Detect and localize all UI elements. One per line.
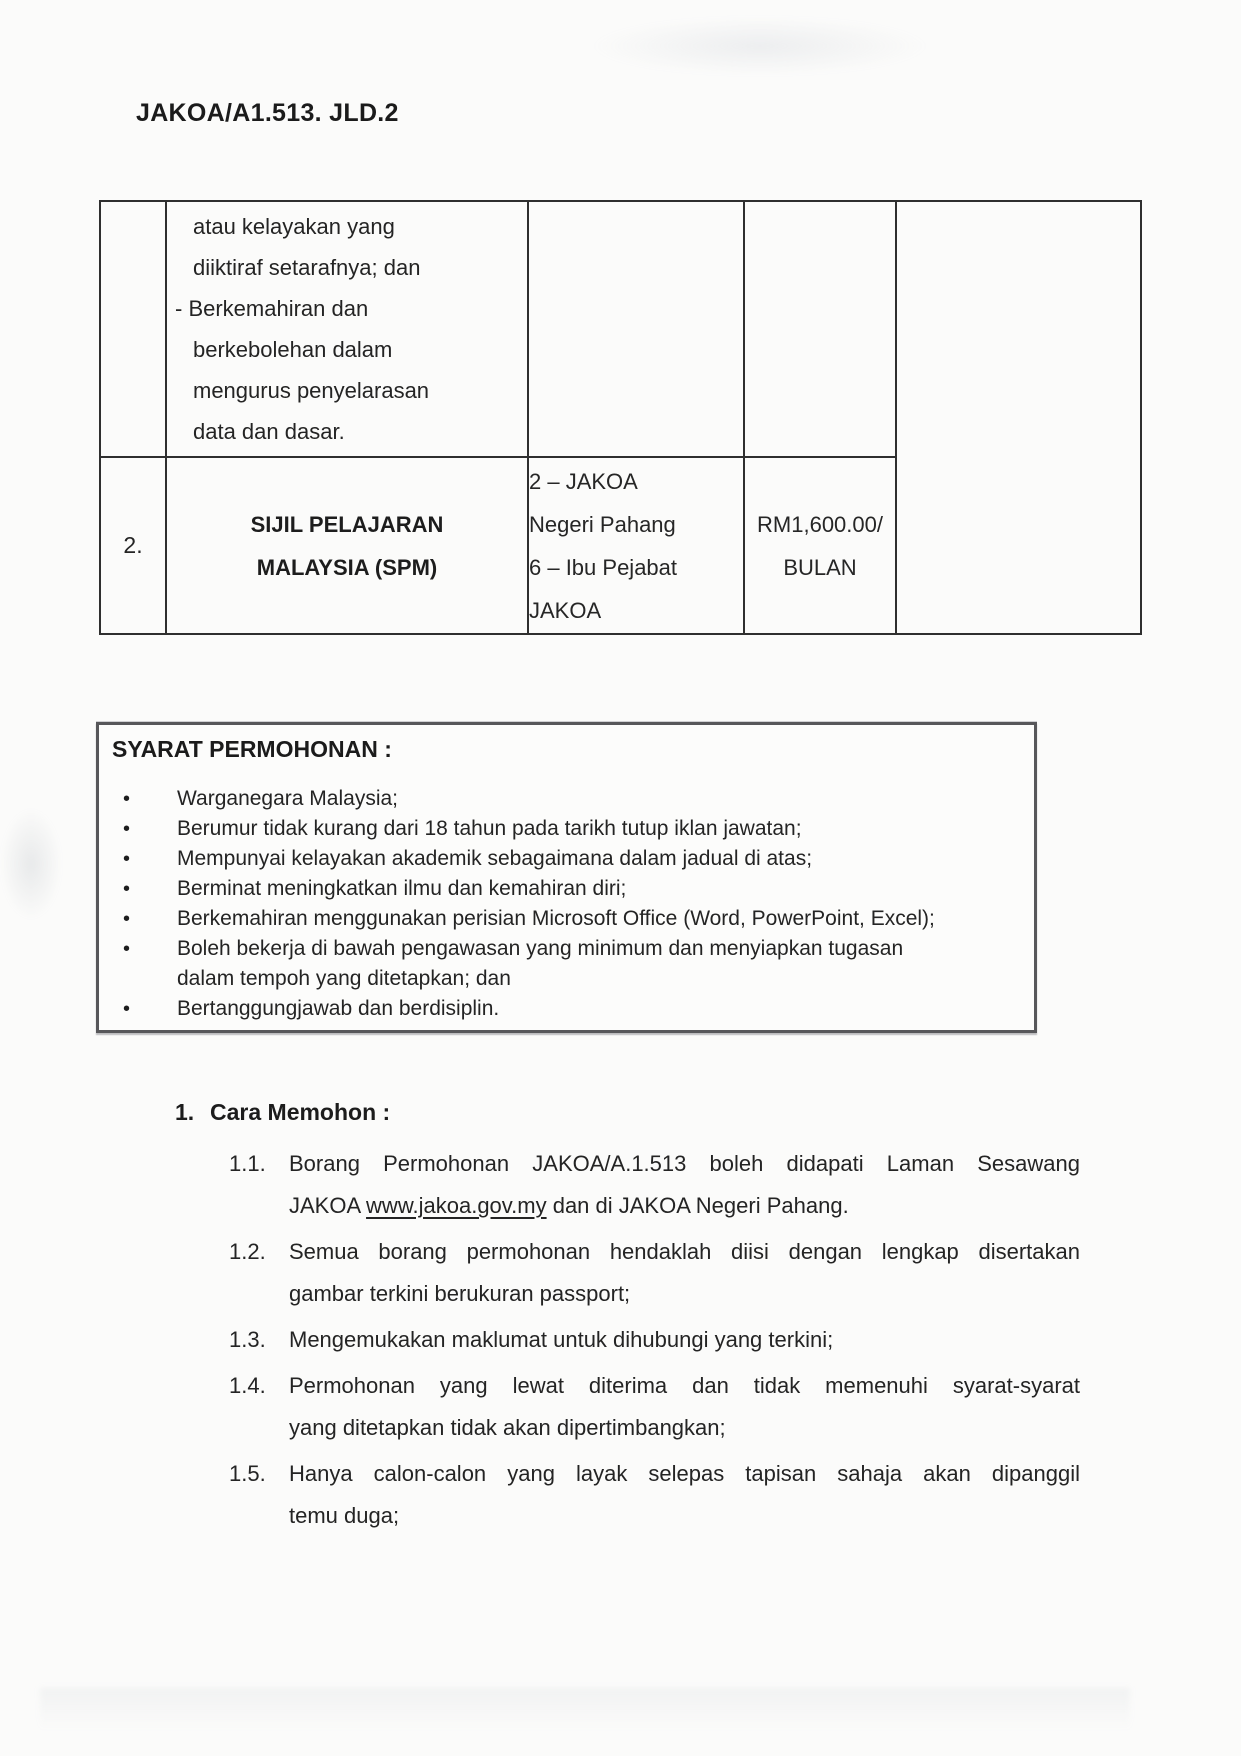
table-line: berkebolehan dalam bbox=[193, 337, 393, 362]
table-line: - Berkemahiran dan bbox=[175, 296, 369, 321]
qualification-line: SIJIL PELAJARAN bbox=[250, 511, 444, 537]
item-text-line: Mengemukakan maklumat untuk dihubungi yang terkini; bbox=[289, 1327, 834, 1352]
list-item bbox=[99, 904, 1034, 934]
scan-artifact bbox=[590, 16, 930, 76]
bullet-icon: • bbox=[123, 908, 131, 930]
item-text-line: Borang Permohonan JAKOA/A.1.513 boleh didapati Laman Sesawang bbox=[289, 1151, 1080, 1176]
bullet-icon: • bbox=[123, 848, 131, 870]
bullet-icon: • bbox=[123, 998, 131, 1020]
cell-placement bbox=[528, 457, 744, 634]
requirement-text: dalam tempoh yang ditetapkan; dan bbox=[177, 967, 511, 990]
item-text-line: temu duga; bbox=[289, 1503, 400, 1528]
salary-line: BULAN bbox=[783, 554, 857, 580]
list-item bbox=[99, 814, 1034, 844]
item-number: 1.4. bbox=[229, 1373, 266, 1398]
item-text-line bbox=[289, 1185, 1080, 1227]
table-line: diiktiraf setarafnya; dan bbox=[193, 255, 421, 280]
bullet-icon: • bbox=[123, 818, 131, 840]
placement-line: Negeri Pahang bbox=[529, 511, 676, 537]
list-item bbox=[99, 994, 1034, 1024]
list-item bbox=[229, 1231, 1080, 1315]
requirement-text: Bertanggungjawab dan berdisiplin. bbox=[177, 997, 500, 1020]
document-reference: JAKOA/A1.513. JLD.2 bbox=[136, 99, 399, 127]
scan-artifact bbox=[0, 808, 62, 920]
table-line: atau kelayakan yang bbox=[193, 214, 395, 239]
list-item bbox=[99, 874, 1034, 904]
list-item bbox=[99, 784, 1034, 814]
numbered-list bbox=[229, 1143, 1080, 1541]
list-item bbox=[229, 1143, 1080, 1227]
item-text-line: gambar terkini berukuran passport; bbox=[289, 1281, 631, 1306]
section-title: Cara Memohon : bbox=[210, 1099, 391, 1125]
item-number: 1.3. bbox=[229, 1327, 266, 1352]
section-heading bbox=[175, 1099, 390, 1126]
requirement-text: Boleh bekerja di bawah pengawasan yang minimum dan menyiapkan tugasan bbox=[177, 937, 904, 960]
item-number: 1.1. bbox=[229, 1151, 266, 1176]
list-item bbox=[99, 844, 1034, 874]
cell-salary-empty bbox=[744, 201, 896, 457]
section-number: 1. bbox=[175, 1099, 195, 1125]
requirements-list bbox=[99, 784, 1034, 1024]
bullet-icon: • bbox=[123, 878, 131, 900]
cell-salary bbox=[744, 457, 896, 634]
placement-line: 6 – Ibu Pejabat bbox=[529, 554, 678, 580]
requirement-text: Mempunyai kelayakan akademik sebagaimana dalam jadual di atas; bbox=[177, 847, 813, 870]
cell-qualification bbox=[166, 457, 528, 634]
requirement-text: Warganegara Malaysia; bbox=[177, 787, 398, 810]
list-item bbox=[229, 1453, 1080, 1537]
item-text-line: Hanya calon-calon yang layak selepas tapisan sahaja akan dipanggil bbox=[289, 1461, 1080, 1486]
bullet-icon: • bbox=[123, 938, 131, 960]
item-text-line: Semua borang permohonan hendaklah diisi dengan lengkap disertakan bbox=[289, 1239, 1080, 1264]
bullet-icon: • bbox=[123, 788, 131, 810]
qualification-line: MALAYSIA (SPM) bbox=[256, 554, 438, 580]
cell-row-number: 2. bbox=[100, 457, 166, 634]
scan-artifact bbox=[40, 1688, 1130, 1730]
cell-remarks-merged-empty bbox=[896, 201, 1141, 634]
placement-line: 2 – JAKOA bbox=[529, 468, 638, 494]
requirements-box bbox=[96, 722, 1037, 1033]
item-text-line: Permohonan yang lewat diterima dan tidak memenuhi syarat-syarat bbox=[289, 1373, 1080, 1398]
list-item bbox=[229, 1365, 1080, 1449]
requirement-text: Berminat meningkatkan ilmu dan kemahiran diri; bbox=[177, 877, 627, 900]
salary-line: RM1,600.00/ bbox=[757, 511, 883, 537]
item-text-line: yang ditetapkan tidak akan dipertimbangkan; bbox=[289, 1415, 726, 1440]
requirement-text: Berkemahiran menggunakan perisian Microsoft Office (Word, PowerPoint, Excel); bbox=[177, 907, 935, 930]
placement-line: JAKOA bbox=[529, 597, 602, 623]
website-link: www.jakoa.gov.my bbox=[366, 1193, 547, 1218]
cell-placement-empty bbox=[528, 201, 744, 457]
requirement-text: Berumur tidak kurang dari 18 tahun pada tarikh tutup iklan jawatan; bbox=[177, 817, 802, 840]
cell-qualification-continued bbox=[166, 201, 528, 457]
item-text-segment: dan di JAKOA Negeri Pahang. bbox=[546, 1193, 849, 1218]
table-line: mengurus penyelarasan bbox=[193, 378, 430, 403]
item-text-segment: JAKOA bbox=[289, 1193, 367, 1218]
list-item bbox=[99, 934, 1034, 994]
item-number: 1.5. bbox=[229, 1461, 266, 1486]
cell-number-empty bbox=[100, 201, 166, 457]
table-line: data dan dasar. bbox=[193, 419, 345, 444]
vacancy-table bbox=[99, 200, 1142, 635]
requirements-title: SYARAT PERMOHONAN : bbox=[112, 736, 392, 762]
list-item bbox=[229, 1319, 1080, 1361]
item-number: 1.2. bbox=[229, 1239, 266, 1264]
table-row-continuation bbox=[100, 201, 1141, 457]
